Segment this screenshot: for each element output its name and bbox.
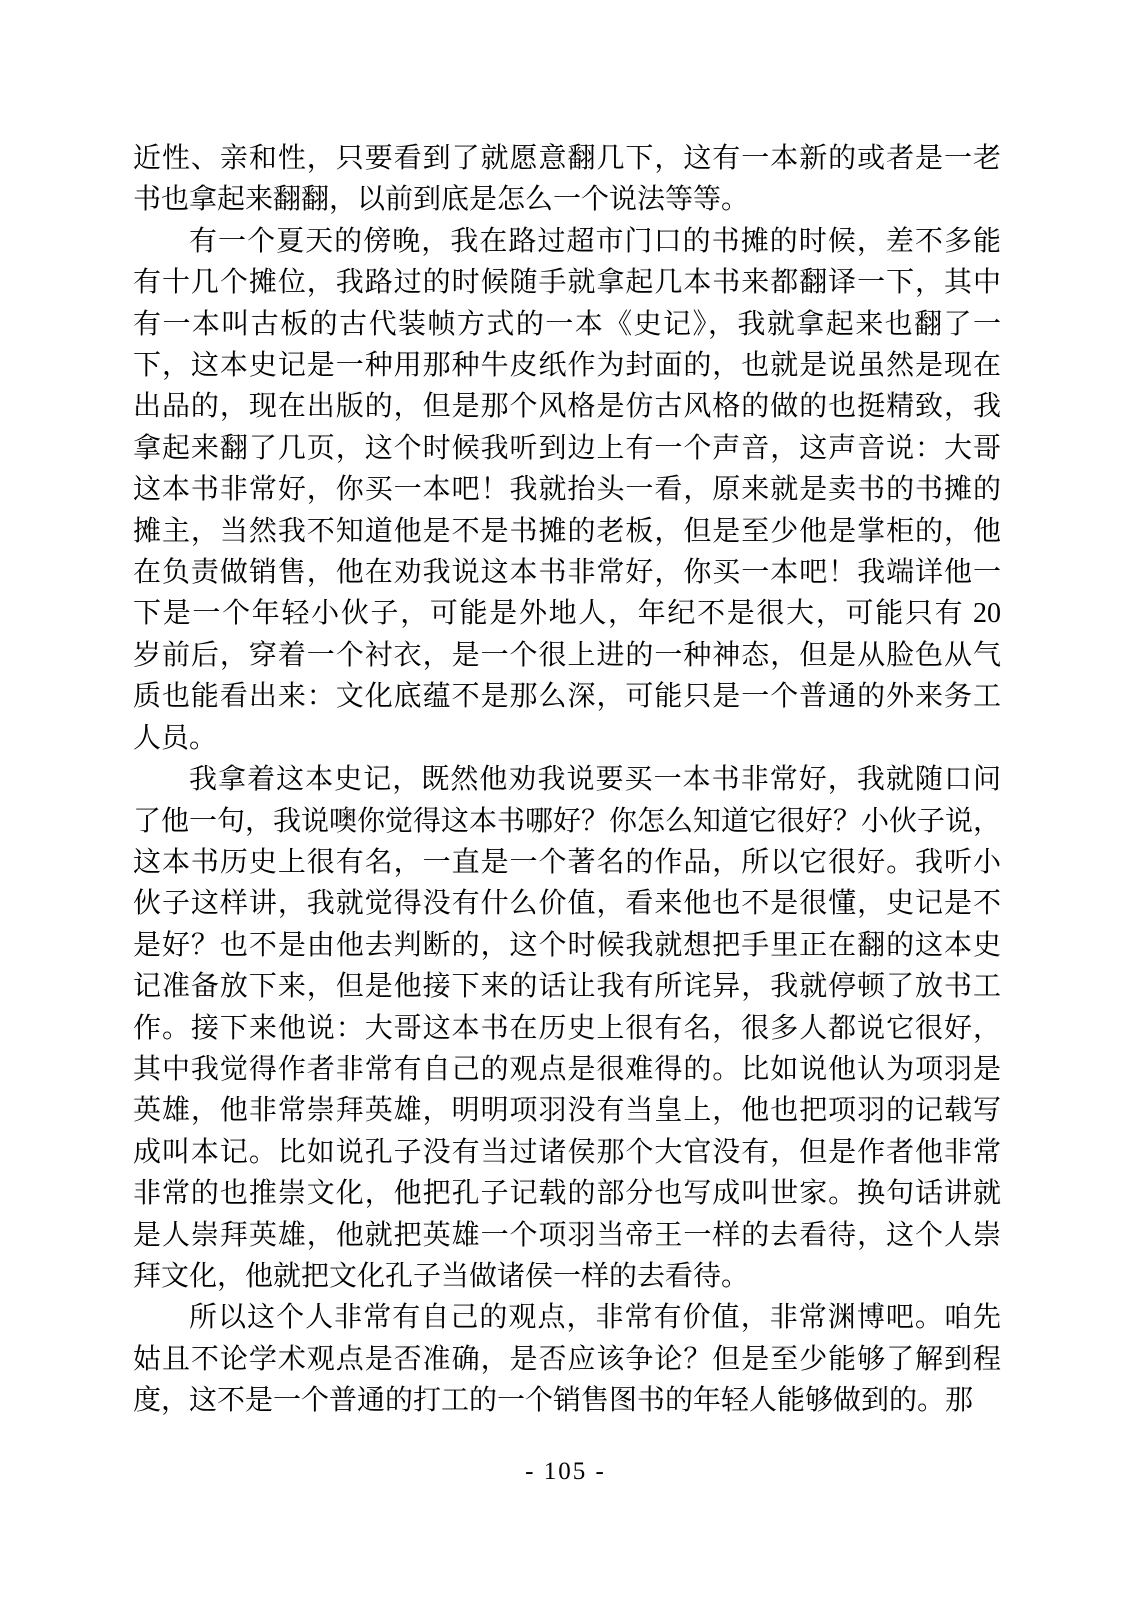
text-line: 是好？也不是由他去判断的，这个时候我就想把手里正在翻的这本史	[133, 929, 1001, 961]
page-number: - 105 -	[525, 1458, 606, 1485]
text-line: 书也拿起来翻翻，以前到底是怎么一个说法等等。	[133, 184, 750, 216]
text-line: 出品的，现在出版的，但是那个风格是仿古风格的做的也挺精致，我	[133, 391, 1001, 423]
body-text	[133, 138, 1001, 1422]
text-line: 姑且不论学术观点是否准确，是否应该争论？但是至少能够了解到程	[133, 1343, 1001, 1375]
text-line: 记准备放下来，但是他接下来的话让我有所诧异，我就停顿了放书工	[133, 971, 1001, 1003]
text-line: 其中我觉得作者非常有自己的观点是很难得的。比如说他认为项羽是	[133, 1053, 1001, 1085]
text-line: 是人崇拜英雄，他就把英雄一个项羽当帝王一样的去看待，这个人崇	[133, 1219, 1001, 1251]
text-line: 这本书非常好，你买一本吧！我就抬头一看，原来就是卖书的书摊的	[133, 474, 1001, 506]
text-line: 下是一个年轻小伙子，可能是外地人，年纪不是很大，可能只有 20	[133, 598, 1001, 630]
text-line: 非常的也推崇文化，他把孔子记载的部分也写成叫世家。换句话讲就	[133, 1178, 1001, 1210]
text-line: 了他一句，我说噢你觉得这本书哪好？你怎么知道它很好？小伙子说，	[133, 805, 1002, 837]
text-line: 有十几个摊位，我路过的时候随手就拿起几本书来都翻译一下，其中	[133, 267, 1001, 299]
text-line: 有一本叫古板的古代装帧方式的一本《史记》，我就拿起来也翻了一	[133, 308, 1001, 340]
text-line: 近性、亲和性，只要看到了就愿意翻几下，这有一本新的或者是一老	[133, 143, 1001, 174]
text-line: 下，这本史记是一种用那种牛皮纸作为封面的，也就是说虽然是现在	[133, 350, 1001, 382]
text-line: 岁前后，穿着一个衬衣，是一个很上进的一种神态，但是从脸色从气	[133, 639, 1001, 671]
text-line: 质也能看出来：文化底蕴不是那么深，可能只是一个普通的外来务工	[133, 681, 1001, 713]
text-line: 摊主，当然我不知道他是不是书摊的老板，但是至少他是掌柜的，他	[133, 515, 1001, 547]
text-line: 拜文化，他就把文化孔子当做诸侯一样的去看待。	[133, 1260, 750, 1292]
text-line: 成叫本记。比如说孔子没有当过诸侯那个大官没有，但是作者他非常	[133, 1136, 1001, 1168]
text-line: 这本书历史上很有名，一直是一个著名的作品，所以它很好。我听小	[133, 846, 1001, 878]
text-line: 在负责做销售，他在劝我说这本书非常好，你买一本吧！我端详他一	[133, 557, 1001, 589]
text-line: 度，这不是一个普通的打工的一个销售图书的年轻人能够做到的。那	[133, 1385, 974, 1417]
text-line: 我拿着这本史记，既然他劝我说要买一本书非常好，我就随口问	[189, 764, 1001, 796]
text-line: 拿起来翻了几页，这个时候我听到边上有一个声音，这声音说：大哥	[133, 432, 1001, 464]
text-line: 英雄，他非常崇拜英雄，明明项羽没有当皇上，他也把项羽的记载写	[133, 1095, 1001, 1127]
text-line: 人员。	[133, 722, 218, 754]
text-line: 伙子这样讲，我就觉得没有什么价值，看来他也不是很懂，史记是不	[133, 888, 1001, 920]
text-line: 所以这个人非常有自己的观点，非常有价值，非常渊博吧。咱先	[189, 1302, 1001, 1334]
text-line: 有一个夏天的傍晚，我在路过超市门口的书摊的时候，差不多能	[189, 225, 1001, 257]
text-line: 作。接下来他说：大哥这本书在历史上很有名，很多人都说它很好，	[133, 1012, 1001, 1044]
